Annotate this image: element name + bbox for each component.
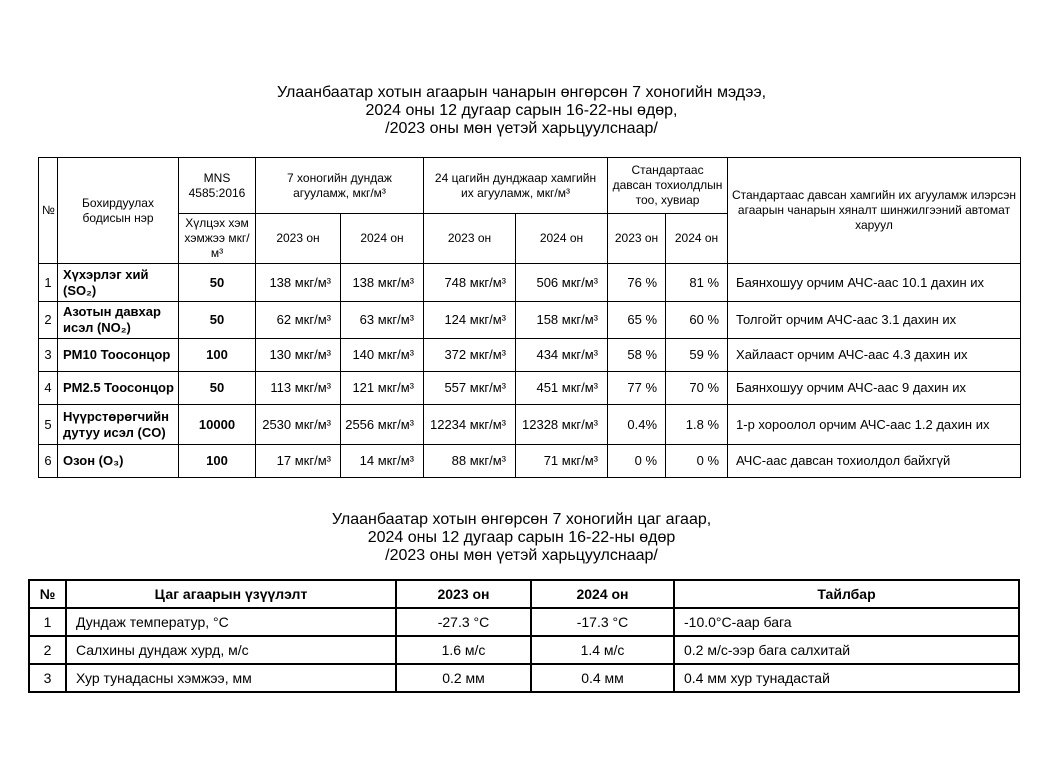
cell-weekly-2023: 17 мкг/м³ [256, 445, 341, 478]
cell-weekly-2024: 2556 мкг/м³ [341, 405, 424, 445]
cell-weekly-2023: 130 мкг/м³ [256, 339, 341, 372]
cell-exceed-2023: 0 % [608, 445, 666, 478]
cell-no: 3 [39, 339, 58, 372]
weather-table [28, 579, 1020, 693]
cell-exceed-2024: 70 % [666, 372, 728, 405]
report-title-air-quality [0, 84, 1043, 138]
cell-limit: 50 [179, 302, 256, 339]
cell-weekly-2023: 113 мкг/м³ [256, 372, 341, 405]
cell-pollutant-name: Хүхэрлэг хий (SO₂) [58, 264, 179, 302]
cell-exceed-2024: 59 % [666, 339, 728, 372]
cell-2023: -27.3 °C [396, 608, 531, 636]
cell-daily-2024: 506 мкг/м³ [516, 264, 608, 302]
air-quality-table [38, 157, 1021, 478]
cell-weekly-2024: 121 мкг/м³ [341, 372, 424, 405]
col-header-remark: Тайлбар [674, 580, 1019, 608]
cell-exceed-2024: 1.8 % [666, 405, 728, 445]
title-line: /2023 оны мөн үетэй харьцуулснаар/ [385, 120, 658, 137]
col-header-daily-max: 24 цагийн дунджаар хамгийн их агууламж, мкг/м³ [424, 158, 608, 214]
col-header-mns: MNS 4585:2016 [179, 158, 256, 214]
weather-header-row [29, 580, 1019, 608]
pollutant-row [39, 264, 1021, 302]
cell-limit: 50 [179, 264, 256, 302]
cell-remark: Баянхошуу орчим АЧС-аас 9 дахин их [728, 372, 1021, 405]
title-line: 2024 оны 12 дугаар сарын 16-22-ны өдөр, [365, 102, 678, 119]
title-line: 2024 оны 12 дугаар сарын 16-22-ны өдөр [367, 529, 676, 546]
cell-2023: 0.2 мм [396, 664, 531, 692]
cell-weekly-2024: 140 мкг/м³ [341, 339, 424, 372]
weather-row [29, 636, 1019, 664]
cell-no: 3 [29, 664, 66, 692]
col-header-weekly-2024: 2024 он [341, 214, 424, 264]
col-header-station: Стандартаас давсан хамгийн их агууламж илэрсэн агаарын чанарын хяналт шинжилгээний автомат харуул [728, 158, 1021, 264]
cell-daily-2023: 12234 мкг/м³ [424, 405, 516, 445]
cell-weekly-2023: 138 мкг/м³ [256, 264, 341, 302]
report-title-weather [0, 511, 1043, 565]
cell-exceed-2024: 60 % [666, 302, 728, 339]
cell-remark: АЧС-аас давсан тохиолдол байхгүй [728, 445, 1021, 478]
cell-pollutant-name: Нүүрстөрөгчийн дутуу исэл (CO) [58, 405, 179, 445]
col-header-weekly-2023: 2023 он [256, 214, 341, 264]
weather-row [29, 608, 1019, 636]
cell-remark: Толгойт орчим АЧС-аас 3.1 дахин их [728, 302, 1021, 339]
cell-no: 4 [39, 372, 58, 405]
pollutant-row [39, 339, 1021, 372]
title-line: Улаанбаатар хотын агаарын чанарын өнгөрсөн 7 хоногийн мэдээ, [276, 84, 767, 101]
cell-pollutant-name: PM10 Тоосонцор [58, 339, 179, 372]
cell-weekly-2024: 138 мкг/м³ [341, 264, 424, 302]
cell-exceed-2023: 58 % [608, 339, 666, 372]
title-line: /2023 оны мөн үетэй харьцуулснаар/ [385, 547, 658, 564]
col-header-daily-2024: 2024 он [516, 214, 608, 264]
col-header-weekly-avg: 7 хоногийн дундаж агууламж, мкг/м³ [256, 158, 424, 214]
cell-daily-2024: 12328 мкг/м³ [516, 405, 608, 445]
cell-exceed-2023: 0.4% [608, 405, 666, 445]
pollutant-row [39, 302, 1021, 339]
cell-weekly-2024: 14 мкг/м³ [341, 445, 424, 478]
cell-pollutant-name: Азотын давхар исэл (NO₂) [58, 302, 179, 339]
cell-exceed-2023: 77 % [608, 372, 666, 405]
cell-no: 2 [29, 636, 66, 664]
cell-daily-2024: 158 мкг/м³ [516, 302, 608, 339]
cell-exceed-2023: 65 % [608, 302, 666, 339]
cell-exceed-2024: 81 % [666, 264, 728, 302]
cell-no: 2 [39, 302, 58, 339]
col-header-no: № [39, 158, 58, 264]
cell-remark: 0.4 мм хур тунадастай [674, 664, 1019, 692]
cell-daily-2023: 372 мкг/м³ [424, 339, 516, 372]
weather-row [29, 664, 1019, 692]
title-line: Улаанбаатар хотын өнгөрсөн 7 хоногийн цаг агаар, [331, 511, 712, 528]
cell-indicator: Дундаж температур, °C [66, 608, 396, 636]
cell-remark: Хайлааст орчим АЧС-аас 4.3 дахин их [728, 339, 1021, 372]
cell-daily-2024: 451 мкг/м³ [516, 372, 608, 405]
cell-2024: -17.3 °C [531, 608, 674, 636]
cell-limit: 10000 [179, 405, 256, 445]
col-header-exceed: Стандартаас давсан тохиолдлын тоо, хувиар [608, 158, 728, 214]
col-header-2024: 2024 он [531, 580, 674, 608]
col-header-exceed-2024: 2024 он [666, 214, 728, 264]
cell-2024: 1.4 м/с [531, 636, 674, 664]
cell-weekly-2023: 2530 мкг/м³ [256, 405, 341, 445]
cell-pollutant-name: PM2.5 Тоосонцор [58, 372, 179, 405]
pollutant-row [39, 445, 1021, 478]
cell-remark: -10.0°C-аар бага [674, 608, 1019, 636]
pollutant-row [39, 405, 1021, 445]
col-header-exceed-2023: 2023 он [608, 214, 666, 264]
col-header-pollutant: Бохирдуулах бодисын нэр [58, 158, 179, 264]
cell-no: 5 [39, 405, 58, 445]
cell-daily-2023: 748 мкг/м³ [424, 264, 516, 302]
cell-daily-2023: 124 мкг/м³ [424, 302, 516, 339]
cell-2024: 0.4 мм [531, 664, 674, 692]
cell-exceed-2023: 76 % [608, 264, 666, 302]
header-row-1 [39, 158, 1021, 214]
col-header-indicator: Цаг агаарын үзүүлэлт [66, 580, 396, 608]
cell-2023: 1.6 м/с [396, 636, 531, 664]
cell-remark: 0.2 м/с-ээр бага салхитай [674, 636, 1019, 664]
cell-no: 1 [39, 264, 58, 302]
cell-remark: Баянхошуу орчим АЧС-аас 10.1 дахин их [728, 264, 1021, 302]
cell-daily-2024: 71 мкг/м³ [516, 445, 608, 478]
cell-no: 1 [29, 608, 66, 636]
cell-remark: 1-р хороолол орчим АЧС-аас 1.2 дахин их [728, 405, 1021, 445]
col-header-no: № [29, 580, 66, 608]
cell-weekly-2023: 62 мкг/м³ [256, 302, 341, 339]
cell-limit: 50 [179, 372, 256, 405]
cell-daily-2024: 434 мкг/м³ [516, 339, 608, 372]
cell-no: 6 [39, 445, 58, 478]
cell-weekly-2024: 63 мкг/м³ [341, 302, 424, 339]
cell-indicator: Хур тунадасны хэмжээ, мм [66, 664, 396, 692]
col-header-daily-2023: 2023 он [424, 214, 516, 264]
cell-limit: 100 [179, 445, 256, 478]
col-header-2023: 2023 он [396, 580, 531, 608]
cell-exceed-2024: 0 % [666, 445, 728, 478]
cell-pollutant-name: Озон (O₃) [58, 445, 179, 478]
cell-limit: 100 [179, 339, 256, 372]
cell-daily-2023: 557 мкг/м³ [424, 372, 516, 405]
cell-daily-2023: 88 мкг/м³ [424, 445, 516, 478]
pollutant-row [39, 372, 1021, 405]
cell-indicator: Салхины дундаж хурд, м/с [66, 636, 396, 664]
col-header-limit: Хүлцэх хэм хэмжээ мкг/м³ [179, 214, 256, 264]
